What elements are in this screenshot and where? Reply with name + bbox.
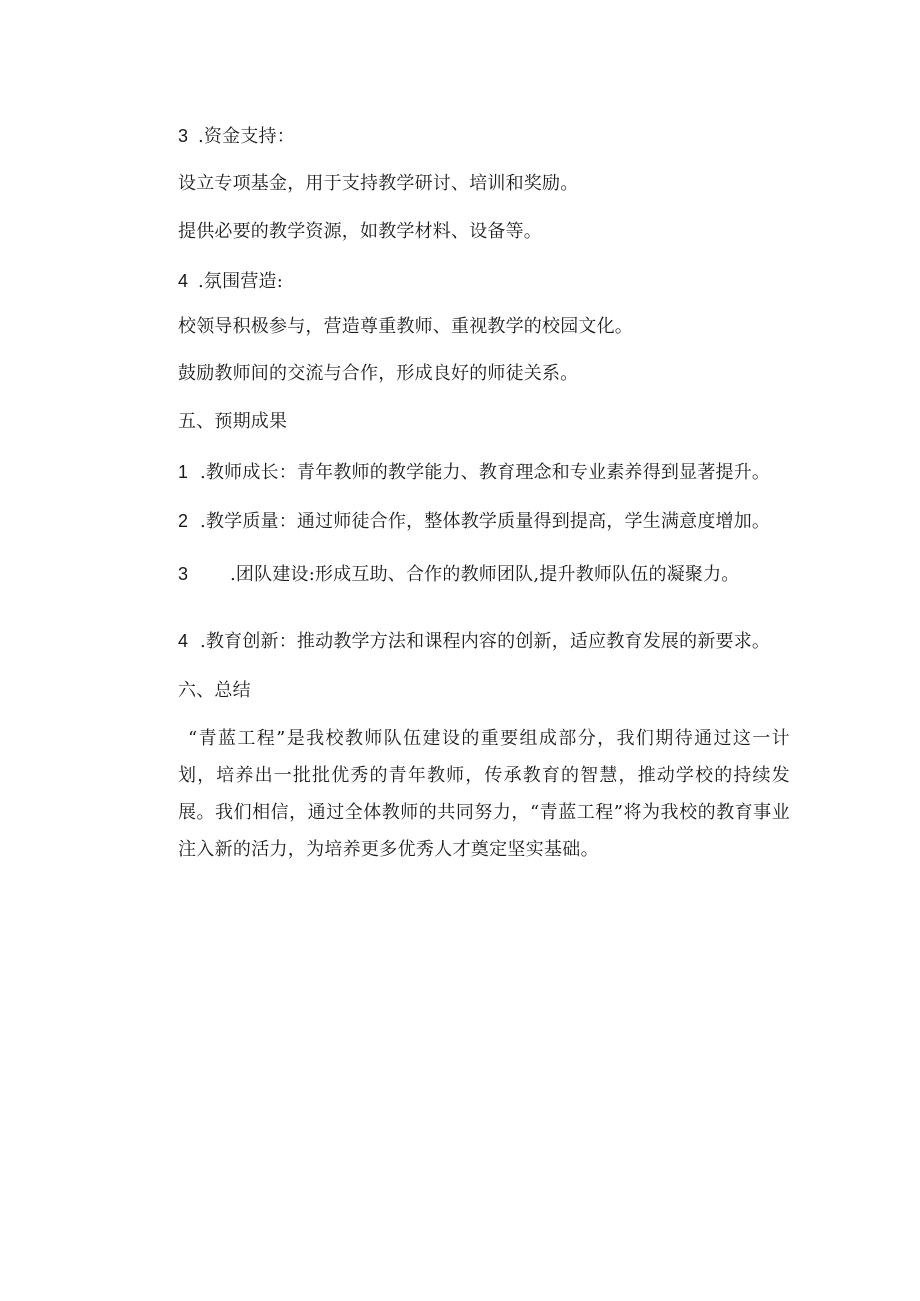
funding-number: 3 xyxy=(178,126,189,146)
outcome-number: 2 xyxy=(178,511,189,531)
outcome-item xyxy=(178,459,770,486)
outcome-text: .教师成长：青年教师的教学能力、教育理念和专业素养得到显著提升。 xyxy=(200,462,771,483)
outcome-item xyxy=(178,508,770,535)
outcome-item xyxy=(178,628,770,655)
outcome-number: 3 xyxy=(178,564,189,584)
outcome-text: .团队建设:形成互助、合作的教师团队,提升教师队伍的凝聚力。 xyxy=(230,564,740,585)
atmosphere-title: .氛围营造: xyxy=(198,271,283,292)
outcome-item xyxy=(178,561,740,588)
atmosphere-item-2: 鼓励教师间的交流与合作，形成良好的师徒关系。 xyxy=(178,363,579,384)
outcome-text: .教学质量：通过师徒合作，整体教学质量得到提高，学生满意度增加。 xyxy=(200,511,771,532)
funding-title: .资金支持： xyxy=(198,126,295,147)
atmosphere-number: 4 xyxy=(178,271,189,291)
funding-item-1: 设立专项基金，用于支持教学研讨、培训和奖励。 xyxy=(178,173,579,194)
outcome-number: 1 xyxy=(178,462,189,482)
atmosphere-item-1: 校领导积极参与，营造尊重教师、重视教学的校园文化。 xyxy=(178,316,633,337)
funding-item-2: 提供必要的教学资源，如教学材料、设备等。 xyxy=(178,221,542,242)
atmosphere-heading xyxy=(178,268,283,295)
outcome-text: .教育创新：推动教学方法和课程内容的创新，适应教育发展的新要求。 xyxy=(200,631,771,652)
outcomes-heading: 五、预期成果 xyxy=(178,411,288,432)
outcome-number: 4 xyxy=(178,631,189,651)
summary-paragraph: “青蓝工程”是我校教师队伍建设的重要组成部分，我们期待通过这一计划，培养出一批批优秀的青年教师，传承教育的智慧，推动学校的持续发展。我们相信，通过全体教师的共同努力，“青蓝工程”将为我校的教育事业注入新的活力，为培养更多优秀人才奠定坚实基础。 xyxy=(178,728,790,860)
summary-heading: 六、总结 xyxy=(178,680,251,701)
funding-heading xyxy=(178,123,295,150)
